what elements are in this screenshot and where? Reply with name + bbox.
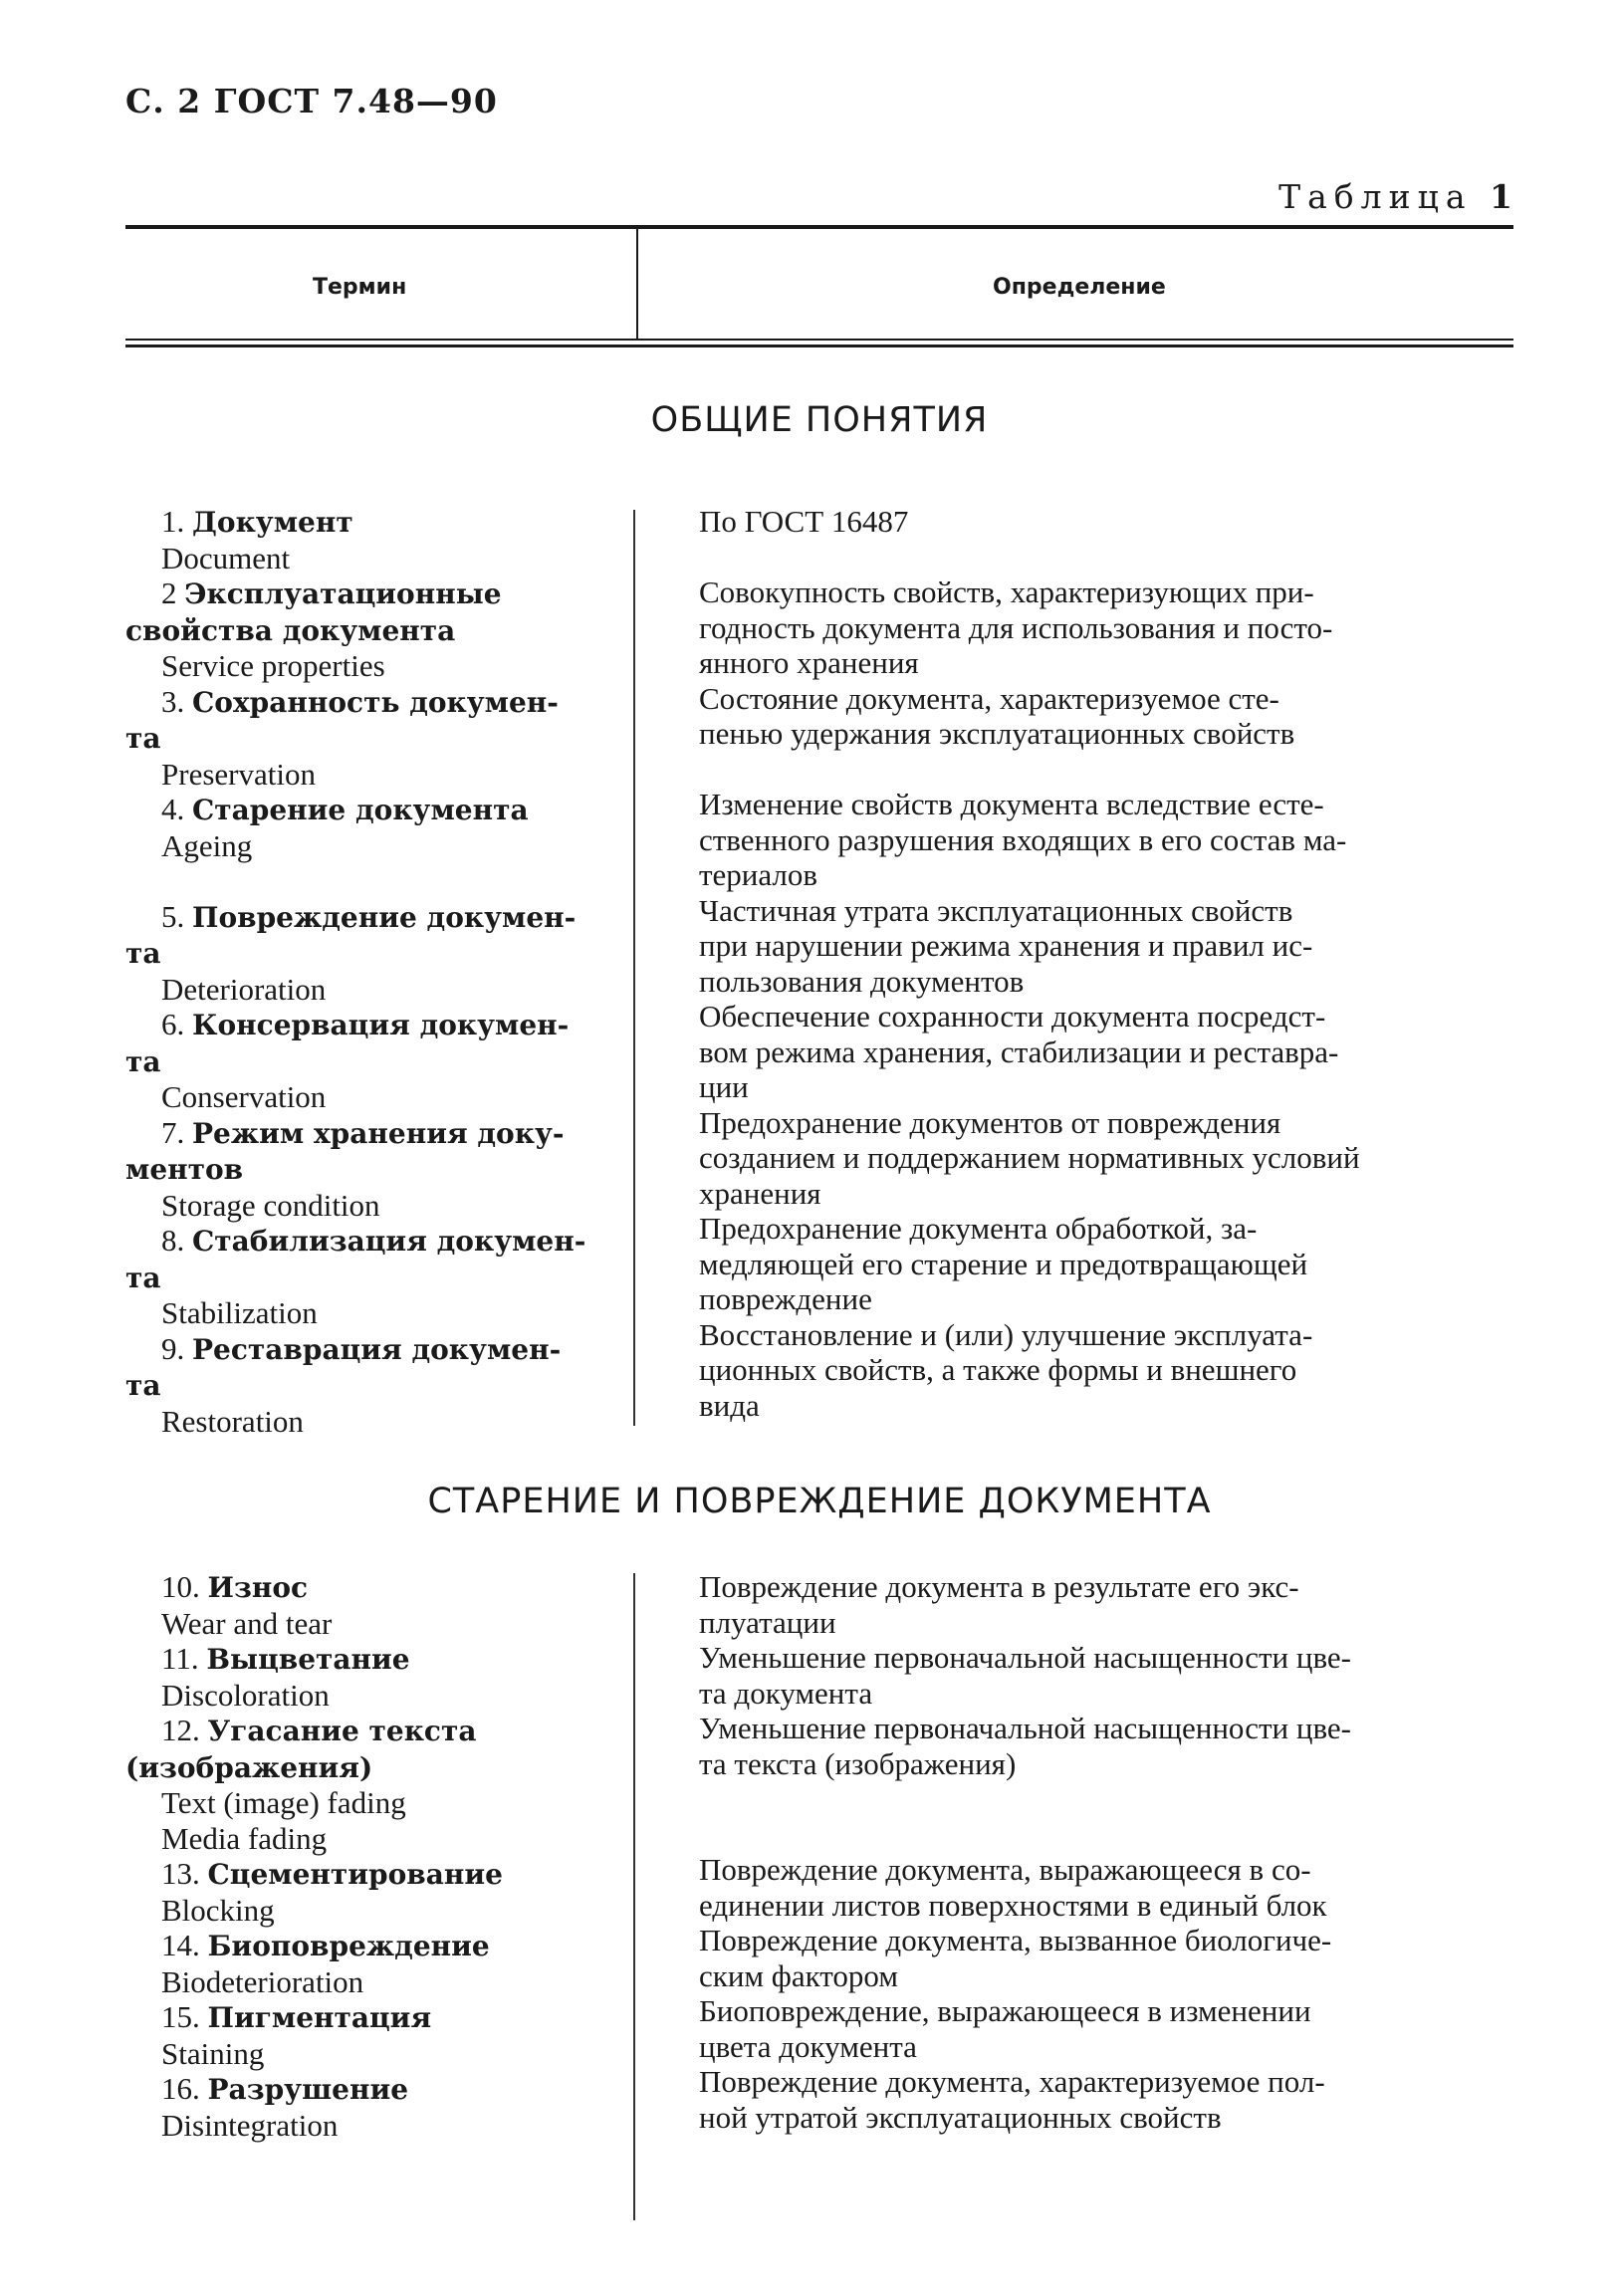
term-english: Discoloration <box>161 1677 330 1713</box>
term-english: Biodeterioration <box>161 1963 364 1999</box>
definition-line: ции <box>699 1069 749 1104</box>
definition-line: Совокупность свойств, характеризующих при- <box>699 574 1314 609</box>
table-header-rule-double <box>125 344 1513 347</box>
blank-line <box>699 1817 1513 1853</box>
definition-line: Повреждение документа, вызванное биологиче- <box>699 1923 1332 1957</box>
blank-line <box>699 752 1513 788</box>
table-label <box>1278 177 1512 216</box>
term-title: 8. Стабилизация докумен- <box>161 1223 586 1258</box>
definition-line: Предохранение документа обработкой, за- <box>699 1211 1258 1246</box>
term-english: Staining <box>161 2035 265 2071</box>
term-english: Document <box>161 540 291 575</box>
terms-column-section-2 <box>125 1569 603 2143</box>
term-title: 3. Сохранность докумен- <box>161 683 559 719</box>
definition-line: Частичная утрата эксплуатационных свойств <box>699 892 1293 928</box>
definitions-column-section-1 <box>699 504 1513 1423</box>
definition-line: териалов <box>699 857 818 892</box>
term-title: 16. Разрушение <box>161 2071 409 2106</box>
term-title-continued: (изображения) <box>125 1750 373 1784</box>
definitions-column-section-2 <box>699 1569 1513 2135</box>
definition-line: единении листов поверхностями в единый блок <box>699 1887 1327 1923</box>
term-english: Blocking <box>161 1892 275 1928</box>
table-number: 1 <box>1490 177 1512 216</box>
term-title: 15. Пигментация <box>161 1999 432 2034</box>
table-label-text: Таблица <box>1278 177 1473 216</box>
definition-line: Повреждение документа в результате его экс- <box>699 1569 1299 1604</box>
definition-line: ственного разрушения входящих в его состав ма- <box>699 821 1347 857</box>
blank-line <box>699 540 1513 575</box>
definition-line: Восстановление и (или) улучшение эксплуата- <box>699 1316 1313 1352</box>
page-reference: С. 2 ГОСТ 7.48—90 <box>125 82 498 120</box>
term-english: Storage condition <box>161 1187 380 1223</box>
definition-line: ной утратой эксплуатационных свойств <box>699 2099 1222 2135</box>
term-title: 10. Износ <box>161 1569 309 1604</box>
definition-line: Состояние документа, характеризуемое сте- <box>699 680 1279 716</box>
definition-line: вида <box>699 1387 760 1423</box>
term-english: Service properties <box>161 648 385 683</box>
definition-line: Предохранение документов от повреждения <box>699 1104 1281 1140</box>
definition-line: та документа <box>699 1675 873 1711</box>
column-header-term: Термин <box>313 275 407 300</box>
blank-line <box>125 863 603 899</box>
term-english: Media fading <box>161 1820 328 1856</box>
term-title-continued: свойства документа <box>125 613 456 647</box>
definition-line: Уменьшение первоначальной насыщенности цве- <box>699 1640 1351 1675</box>
term-english: Ageing <box>161 827 253 863</box>
blank-line <box>699 1781 1513 1817</box>
definition-line: Обеспечение сохранности документа посредст- <box>699 999 1326 1033</box>
definition-line: Биоповреждение, выражающееся в изменении <box>699 1993 1311 2028</box>
definition-line: ским фактором <box>699 1957 898 1993</box>
term-english: Restoration <box>161 1403 304 1439</box>
definition-line: цвета документа <box>699 2028 917 2064</box>
term-title: 6. Консервация докумен- <box>161 1007 570 1041</box>
term-title: 9. Реставрация докумен- <box>161 1330 562 1366</box>
column-divider-section-1 <box>633 510 635 1426</box>
table-top-rule <box>125 225 1513 229</box>
definition-line: повреждение <box>699 1281 872 1316</box>
term-title-continued: та <box>125 1369 161 1402</box>
definition-line: Повреждение документа, выражающееся в со- <box>699 1852 1311 1887</box>
term-title-continued: ментов <box>125 1153 244 1186</box>
term-title-continued: та <box>125 937 161 970</box>
term-title: 7. Режим хранения доку- <box>161 1114 565 1150</box>
term-english: Disintegration <box>161 2107 339 2143</box>
terms-column-section-1 <box>125 504 603 1439</box>
term-english: Text (image) fading <box>161 1785 406 1820</box>
term-title: 12. Угасание текста <box>161 1713 477 1747</box>
definition-line: По ГОСТ 16487 <box>699 504 909 539</box>
definition-line: вом режима хранения, стабилизации и реставра- <box>699 1033 1339 1069</box>
column-header-definition: Определение <box>993 275 1166 300</box>
term-title: 13. Сцементирование <box>161 1856 503 1891</box>
term-english: Conservation <box>161 1079 327 1114</box>
definition-line: пенью удержания эксплуатационных свойств <box>699 716 1295 751</box>
term-title-continued: та <box>125 1044 161 1078</box>
term-title-continued: та <box>125 1261 161 1294</box>
term-title: 14. Биоповреждение <box>161 1928 490 1962</box>
header-column-divider <box>636 227 638 341</box>
definition-line: плуатации <box>699 1604 836 1640</box>
term-english: Preservation <box>161 756 316 792</box>
column-divider-section-2 <box>633 1573 635 2220</box>
definition-line: хранения <box>699 1175 821 1211</box>
definition-line: годность документа для использования и посто- <box>699 609 1333 645</box>
term-english: Wear and tear <box>161 1605 333 1641</box>
definition-line: Изменение свойств документа вследствие есте- <box>699 787 1324 821</box>
section-title-ageing-damage: СТАРЕНИЕ И ПОВРЕЖДЕНИЕ ДОКУМЕНТА <box>427 1482 1212 1521</box>
term-title: 2 Эксплуатационные <box>161 575 502 610</box>
term-english: Stabilization <box>161 1295 318 1330</box>
definition-line: Уменьшение первоначальной насыщенности цве- <box>699 1711 1351 1745</box>
term-title: 5. Повреждение докумен- <box>161 898 577 934</box>
definition-line: ционных свойств, а также формы и внешнего <box>699 1352 1297 1387</box>
definition-line: медляющей его старение и предотвращающей <box>699 1246 1308 1281</box>
definition-line: пользования документов <box>699 963 1025 999</box>
definition-line: янного хранения <box>699 645 919 680</box>
definition-line: созданием и поддержанием нормативных условий <box>699 1140 1360 1175</box>
term-english: Deterioration <box>161 971 327 1007</box>
term-title: 11. Выцветание <box>161 1641 410 1676</box>
definition-line: та текста (изображения) <box>699 1745 1017 1781</box>
term-title: 4. Старение документа <box>161 792 529 826</box>
section-title-general: ОБЩИЕ ПОНЯТИЯ <box>650 400 989 440</box>
term-title-continued: та <box>125 722 161 755</box>
definition-line: при нарушении режима хранения и правил ис- <box>699 928 1313 963</box>
definition-line: Повреждение документа, характеризуемое пол- <box>699 2064 1325 2099</box>
table-header-rule <box>125 339 1513 341</box>
term-title: 1. Документ <box>161 504 353 539</box>
